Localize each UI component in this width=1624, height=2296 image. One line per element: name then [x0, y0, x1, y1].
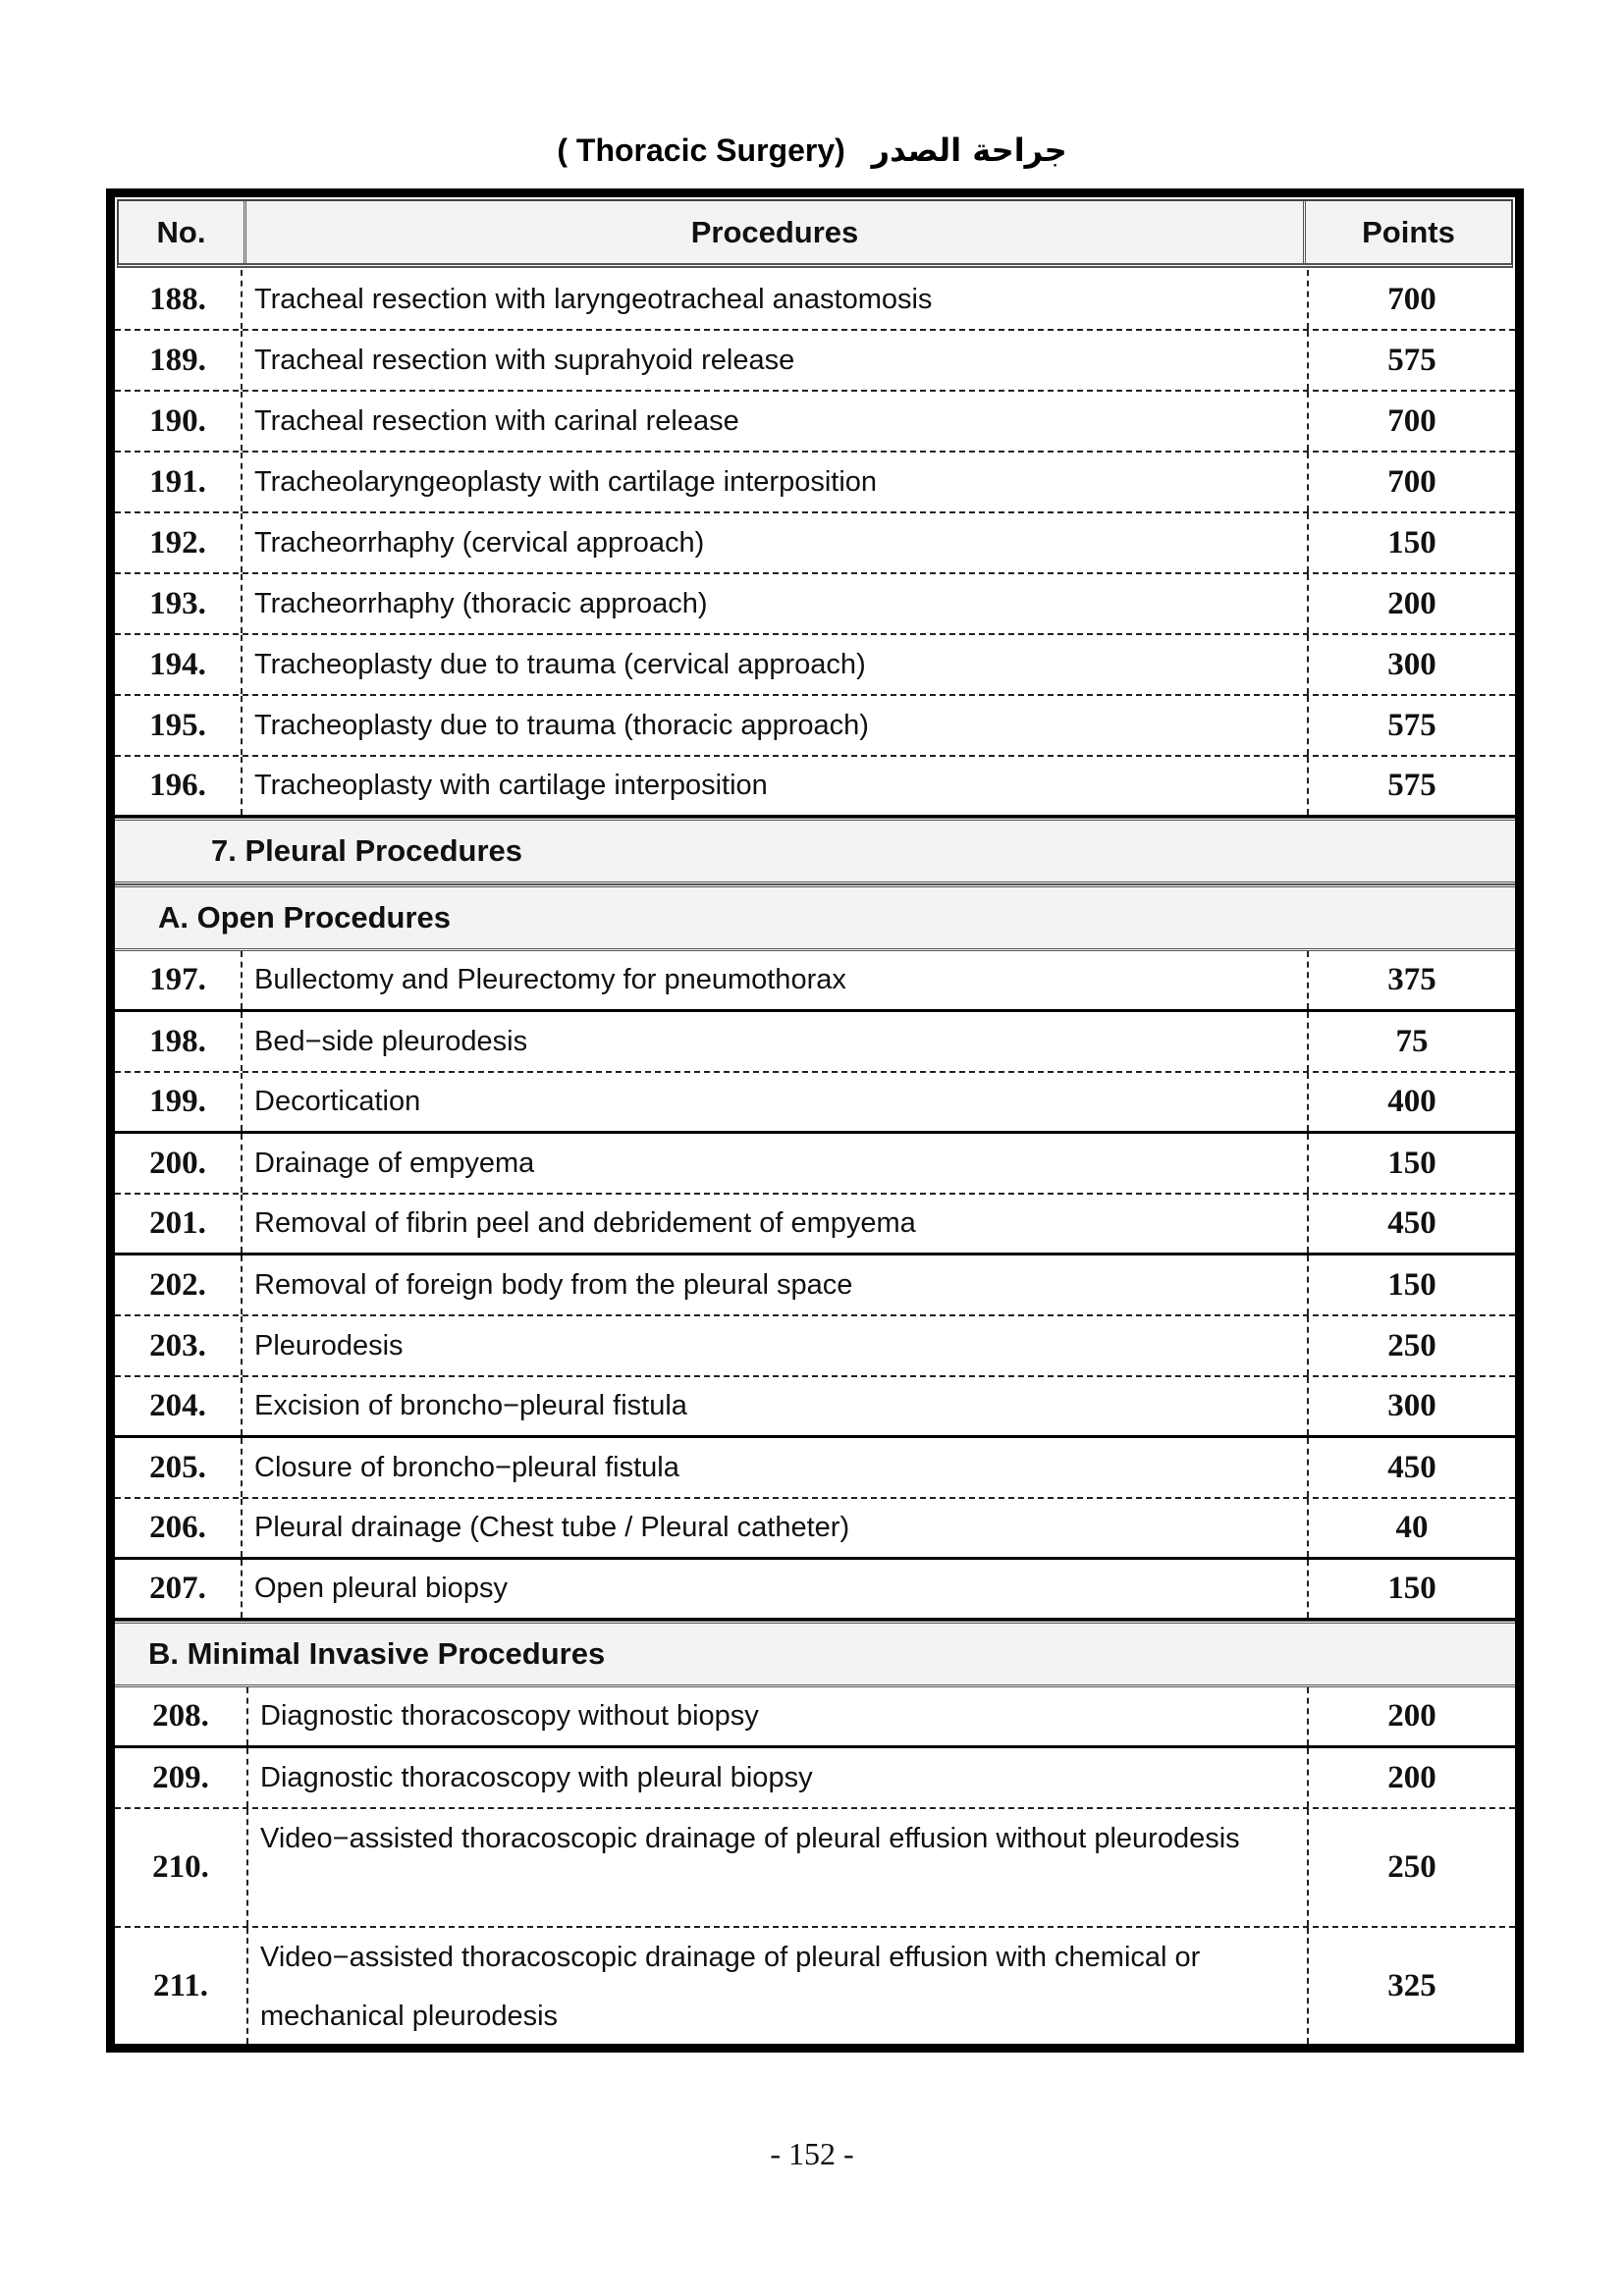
procedure-name: Removal of foreign body from the pleural space [254, 1268, 853, 1301]
table-header-row [117, 199, 1513, 268]
procedure-number: 192. [115, 513, 243, 572]
table-row [115, 1560, 1515, 1621]
procedure-number: 204. [115, 1377, 243, 1435]
procedure-points: 325 [1307, 1928, 1515, 2044]
procedure-name: Tracheoplasty due to trauma (thoracic approach) [254, 709, 869, 741]
procedure-points: 700 [1307, 453, 1515, 511]
table-row [115, 757, 1515, 818]
procedure-number: 199. [115, 1073, 243, 1131]
procedure-points: 700 [1307, 270, 1515, 329]
procedure-points: 300 [1307, 635, 1515, 694]
procedure-name: Diagnostic thoracoscopy without biopsy [260, 1700, 759, 1732]
procedure-points: 250 [1307, 1316, 1515, 1375]
procedure-number: 200. [115, 1134, 243, 1193]
procedure-number: 193. [115, 574, 243, 633]
procedure-name: Tracheolaryngeoplasty with cartilage interposition [254, 465, 878, 498]
procedure-points: 150 [1307, 1255, 1515, 1314]
procedure-name: Excision of broncho−pleural fistula [254, 1390, 687, 1421]
procedure-name: Open pleural biopsy [254, 1573, 508, 1604]
procedure-name: Tracheorrhaphy (cervical approach) [254, 526, 705, 559]
procedure-points: 375 [1307, 951, 1515, 1009]
procedure-number: 196. [115, 757, 243, 815]
procedure-points: 700 [1307, 392, 1515, 451]
procedure-name: Pleural drainage (Chest tube / Pleural catheter) [254, 1512, 850, 1543]
procedure-name: Tracheal resection with laryngeotracheal anastomosis [254, 283, 933, 315]
procedure-points: 200 [1307, 1687, 1515, 1745]
procedure-points: 250 [1307, 1809, 1515, 1926]
table-row [115, 1073, 1515, 1134]
procedure-number: 195. [115, 696, 243, 755]
table-row [115, 951, 1515, 1012]
table-row [115, 635, 1515, 696]
procedure-name: Pleurodesis [254, 1329, 404, 1362]
table-row [115, 1809, 1515, 1928]
procedure-name: Diagnostic thoracoscopy with pleural biopsy [260, 1761, 813, 1793]
header-procedures: Procedures [690, 214, 859, 249]
page-title [0, 132, 1624, 169]
table-row [115, 1748, 1515, 1809]
table-row [115, 1255, 1515, 1316]
procedure-name: Removal of fibrin peel and debridement of empyema [254, 1207, 916, 1239]
table-row [115, 1316, 1515, 1377]
procedure-points: 575 [1307, 757, 1515, 815]
title-arabic: جراحة الصدر [871, 132, 1067, 169]
procedure-name: Tracheoplasty with cartilage interposition [254, 770, 768, 801]
procedure-name: Tracheal resection with suprahyoid release [254, 344, 795, 376]
procedure-number: 191. [115, 453, 243, 511]
procedure-name: Decortication [254, 1086, 421, 1117]
table-row [115, 331, 1515, 392]
procedure-number: 189. [115, 331, 243, 390]
table-row [115, 1134, 1515, 1195]
procedure-points: 150 [1307, 513, 1515, 572]
table-row [115, 1499, 1515, 1560]
procedure-points: 575 [1307, 331, 1515, 390]
procedure-name: Tracheal resection with carinal release [254, 404, 739, 437]
section-heading-minimal-invasive: B. Minimal Invasive Procedures [115, 1621, 1515, 1687]
procedure-points: 200 [1307, 1748, 1515, 1807]
procedure-name: Tracheoplasty due to trauma (cervical approach) [254, 648, 866, 680]
table-row [115, 513, 1515, 574]
open-procedures-group [115, 951, 1515, 1621]
procedures-table [106, 188, 1524, 2053]
procedure-points: 150 [1307, 1134, 1515, 1193]
table-row [115, 574, 1515, 635]
table-row [115, 453, 1515, 513]
procedure-number: 201. [115, 1195, 243, 1253]
procedure-name: Closure of broncho−pleural fistula [254, 1451, 679, 1483]
header-points: Points [1303, 201, 1511, 263]
procedure-number: 188. [115, 270, 243, 329]
procedure-points: 300 [1307, 1377, 1515, 1435]
table-row [115, 1687, 1515, 1748]
procedure-number: 205. [115, 1438, 243, 1497]
procedure-points: 75 [1307, 1012, 1515, 1071]
procedure-number: 202. [115, 1255, 243, 1314]
table-row [115, 1377, 1515, 1438]
procedure-number: 197. [115, 951, 243, 1009]
procedure-points: 40 [1307, 1499, 1515, 1557]
table-row [115, 696, 1515, 757]
procedure-points: 400 [1307, 1073, 1515, 1131]
table-row [115, 1438, 1515, 1499]
procedure-number: 209. [115, 1748, 248, 1807]
procedure-number: 203. [115, 1316, 243, 1375]
table-row [115, 1012, 1515, 1073]
procedure-name: Bullectomy and Pleurectomy for pneumothorax [254, 964, 846, 995]
procedure-number: 210. [115, 1809, 248, 1926]
procedure-name: Video−assisted thoracoscopic drainage of pleural effusion with chemical or mechanical pleurodesis [260, 1942, 1201, 2032]
procedure-points: 575 [1307, 696, 1515, 755]
procedure-number: 208. [115, 1687, 248, 1745]
procedure-number: 211. [115, 1928, 248, 2044]
procedure-number: 207. [115, 1560, 243, 1618]
section-heading-open: A. Open Procedures [115, 884, 1515, 951]
section-heading-pleural: 7. Pleural Procedures [115, 818, 1515, 884]
procedure-number: 198. [115, 1012, 243, 1071]
table-row [115, 1928, 1515, 2047]
procedure-name: Tracheorrhaphy (thoracic approach) [254, 587, 708, 619]
procedure-number: 190. [115, 392, 243, 451]
procedure-number: 194. [115, 635, 243, 694]
minimal-invasive-procedures-group [115, 1687, 1515, 2047]
procedure-number: 206. [115, 1499, 243, 1557]
procedure-name: Drainage of empyema [254, 1147, 535, 1179]
procedure-points: 200 [1307, 574, 1515, 633]
title-english: ( Thoracic Surgery) [557, 133, 845, 168]
table-row [115, 392, 1515, 453]
procedure-name: Bed−side pleurodesis [254, 1025, 528, 1057]
tracheal-procedures-group [115, 270, 1515, 818]
procedure-points: 450 [1307, 1195, 1515, 1253]
procedure-points: 450 [1307, 1438, 1515, 1497]
procedure-name: Video−assisted thoracoscopic drainage of pleural effusion without pleurodesis [260, 1823, 1240, 1854]
table-row [115, 270, 1515, 331]
header-no: No. [119, 201, 246, 263]
procedure-points: 150 [1307, 1560, 1515, 1618]
table-row [115, 1195, 1515, 1255]
page-number: - 152 - [770, 2136, 854, 2171]
